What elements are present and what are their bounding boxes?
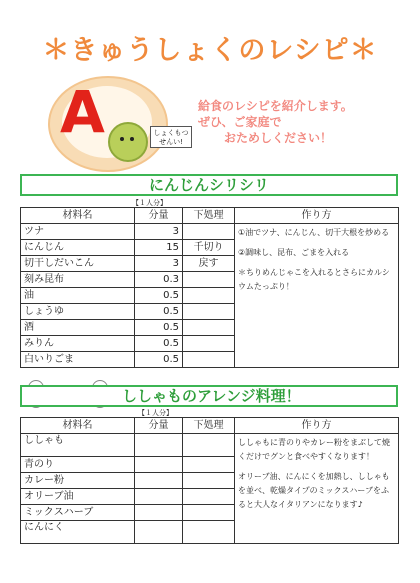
ingredient-amount: 0.5 — [135, 320, 183, 336]
ingredient-prep — [183, 224, 235, 240]
ingredient-prep: 千切り — [183, 240, 235, 256]
ingredient-amount — [135, 434, 183, 457]
ingredient-amount — [135, 473, 183, 489]
ingredient-prep: 戻す — [183, 256, 235, 272]
ingredient-amount: 0.5 — [135, 304, 183, 320]
table-header-row — [21, 418, 399, 434]
ingredient-name: 刻み昆布 — [21, 272, 135, 288]
ingredient-prep — [183, 352, 235, 368]
ingredient-name: 青のり — [21, 457, 135, 473]
ingredient-prep — [183, 473, 235, 489]
ingredient-prep — [183, 288, 235, 304]
ingredient-name: 白いりごま — [21, 352, 135, 368]
method-step: ＊ちりめんじゃこを入れるとさらにカルシウムたっぷり！ — [238, 268, 390, 291]
recipe2-method — [235, 434, 399, 544]
header-ingredient: 材料名 — [21, 208, 135, 224]
ingredient-name: みりん — [21, 336, 135, 352]
ingredient-amount: 0.3 — [135, 272, 183, 288]
header-prep: 下処理 — [183, 208, 235, 224]
ingredient-prep — [183, 320, 235, 336]
header-method: 作り方 — [235, 208, 399, 224]
recipe1-table — [20, 207, 399, 368]
ingredient-prep — [183, 505, 235, 521]
page-title: ＊きゅうしょくのレシピ＊ — [42, 35, 378, 66]
ingredient-prep — [183, 336, 235, 352]
table-row — [21, 434, 399, 457]
recipe1-method — [235, 224, 399, 368]
recipe2-serving: 【１人分】 — [138, 409, 173, 417]
method-step: ししゃもに青のりやカレー粉をまぶして焼くだけでグンと食べやすくなります！ — [238, 438, 390, 461]
recipe2-table — [20, 417, 399, 544]
ingredient-prep — [183, 489, 235, 505]
method-step: ②調味し、昆布、ごまを入れる — [238, 248, 350, 257]
fiber-sign: しょくもつせんい! — [150, 126, 192, 148]
table-header-row — [21, 208, 399, 224]
ingredient-amount — [135, 489, 183, 505]
ingredient-amount — [135, 505, 183, 521]
ingredient-prep — [183, 521, 235, 544]
header-prep: 下処理 — [183, 418, 235, 434]
ingredient-prep — [183, 457, 235, 473]
header-ingredient: 材料名 — [21, 418, 135, 434]
ingredient-prep — [183, 434, 235, 457]
intro-line-1: 給食のレシピを紹介します。 — [198, 99, 353, 113]
ingredient-name: しょうゆ — [21, 304, 135, 320]
header-amount: 分量 — [135, 208, 183, 224]
ingredient-name: 酒 — [21, 320, 135, 336]
intro-line-2: ぜひ、ご家庭で — [198, 115, 282, 129]
ingredient-amount: 0.5 — [135, 352, 183, 368]
ingredient-prep — [183, 304, 235, 320]
ingredient-name: オリーブ油 — [21, 489, 135, 505]
letter-a-character-icon: A — [60, 78, 105, 146]
method-step: ①油でツナ、にんじん、切干大根を炒める — [238, 228, 390, 237]
ingredient-name: にんじん — [21, 240, 135, 256]
ingredient-amount: 0.5 — [135, 336, 183, 352]
ingredient-name: にんにく — [21, 521, 135, 544]
ingredient-name: カレー粉 — [21, 473, 135, 489]
ingredient-name: 油 — [21, 288, 135, 304]
ingredient-prep — [183, 272, 235, 288]
ingredient-amount: 3 — [135, 256, 183, 272]
ingredient-amount: 15 — [135, 240, 183, 256]
intro-text — [198, 98, 353, 146]
ingredient-name: ししゃも — [21, 434, 135, 457]
ingredient-name: ミックスハーブ — [21, 505, 135, 521]
broccoli-character-icon — [108, 122, 148, 162]
table-row — [21, 224, 399, 240]
ingredient-amount — [135, 521, 183, 544]
ingredient-amount: 3 — [135, 224, 183, 240]
ingredient-name: 切干しだいこん — [21, 256, 135, 272]
ingredient-name: ツナ — [21, 224, 135, 240]
header-method: 作り方 — [235, 418, 399, 434]
recipe1-title-banner: にんじんシリシリ — [20, 174, 398, 196]
ingredient-amount: 0.5 — [135, 288, 183, 304]
recipe1-serving: 【１人分】 — [132, 199, 167, 207]
recipe2-title-banner: ししゃものアレンジ料理！ — [20, 385, 398, 407]
ingredient-amount — [135, 457, 183, 473]
intro-line-3: おためしください！ — [224, 131, 333, 145]
method-step: オリーブ油、にんにくを加熱し、ししゃもを並べ、乾燥タイプのミックスハーブをふると大人なイタリアンになります♪ — [238, 472, 390, 509]
header-amount: 分量 — [135, 418, 183, 434]
